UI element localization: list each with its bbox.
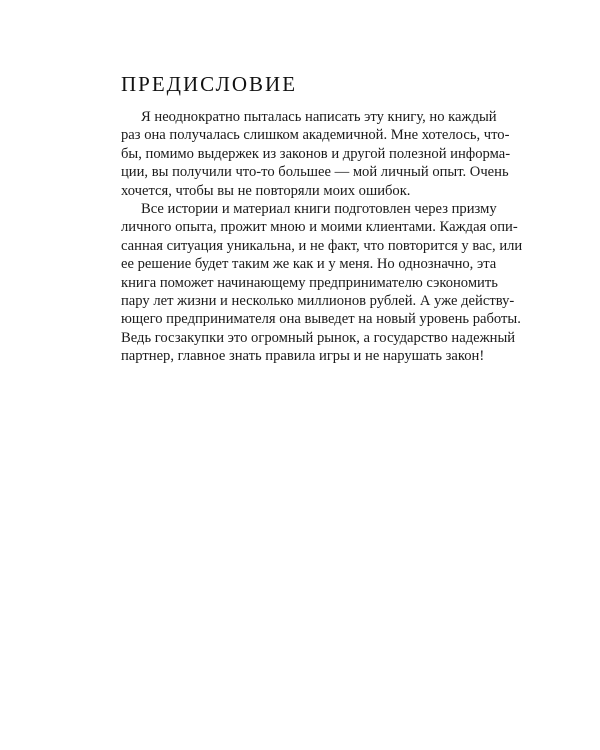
- text-line: Я неоднократно пыталась написать эту книгу, но каждый: [141, 109, 497, 125]
- text-line: хочется, чтобы вы не повторяли моих ошибок.: [121, 182, 411, 199]
- paragraph: [121, 108, 511, 200]
- text-line: пару лет жизни и несколько миллионов рублей. А уже действу-: [121, 292, 515, 309]
- text-line: ющего предпринимателя она выведет на новый уровень работы.: [121, 311, 521, 328]
- text-line: ее решение будет таким же как и у меня. Но однозначно, эта: [121, 256, 497, 273]
- text-line: санная ситуация уникальна, и не факт, что повторится у вас, или: [121, 237, 523, 254]
- text-line: ции, вы получили что-то большее — мой личный опыт. Очень: [121, 164, 509, 181]
- text-line: партнер, главное знать правила игры и не нарушать закон!: [121, 348, 485, 365]
- text-line: раз она получалась слишком академичной. Мне хотелось, что-: [121, 127, 510, 144]
- text-line: Все истории и материал книги подготовлен через призму: [141, 200, 497, 217]
- text-line: Ведь госзакупки это огромный рынок, а государство надежный: [121, 329, 516, 346]
- paragraph: [121, 200, 523, 366]
- chapter-body: [121, 108, 523, 365]
- text-line: личного опыта, прожит мною и моими клиентами. Каждая опи-: [121, 219, 518, 236]
- chapter-title: ПРЕДИСЛОВИЕ: [121, 72, 298, 96]
- text-line: бы, помимо выдержек из законов и другой полезной информа-: [121, 145, 511, 162]
- text-line: книга поможет начинающему предпринимателю сэкономить: [121, 274, 498, 291]
